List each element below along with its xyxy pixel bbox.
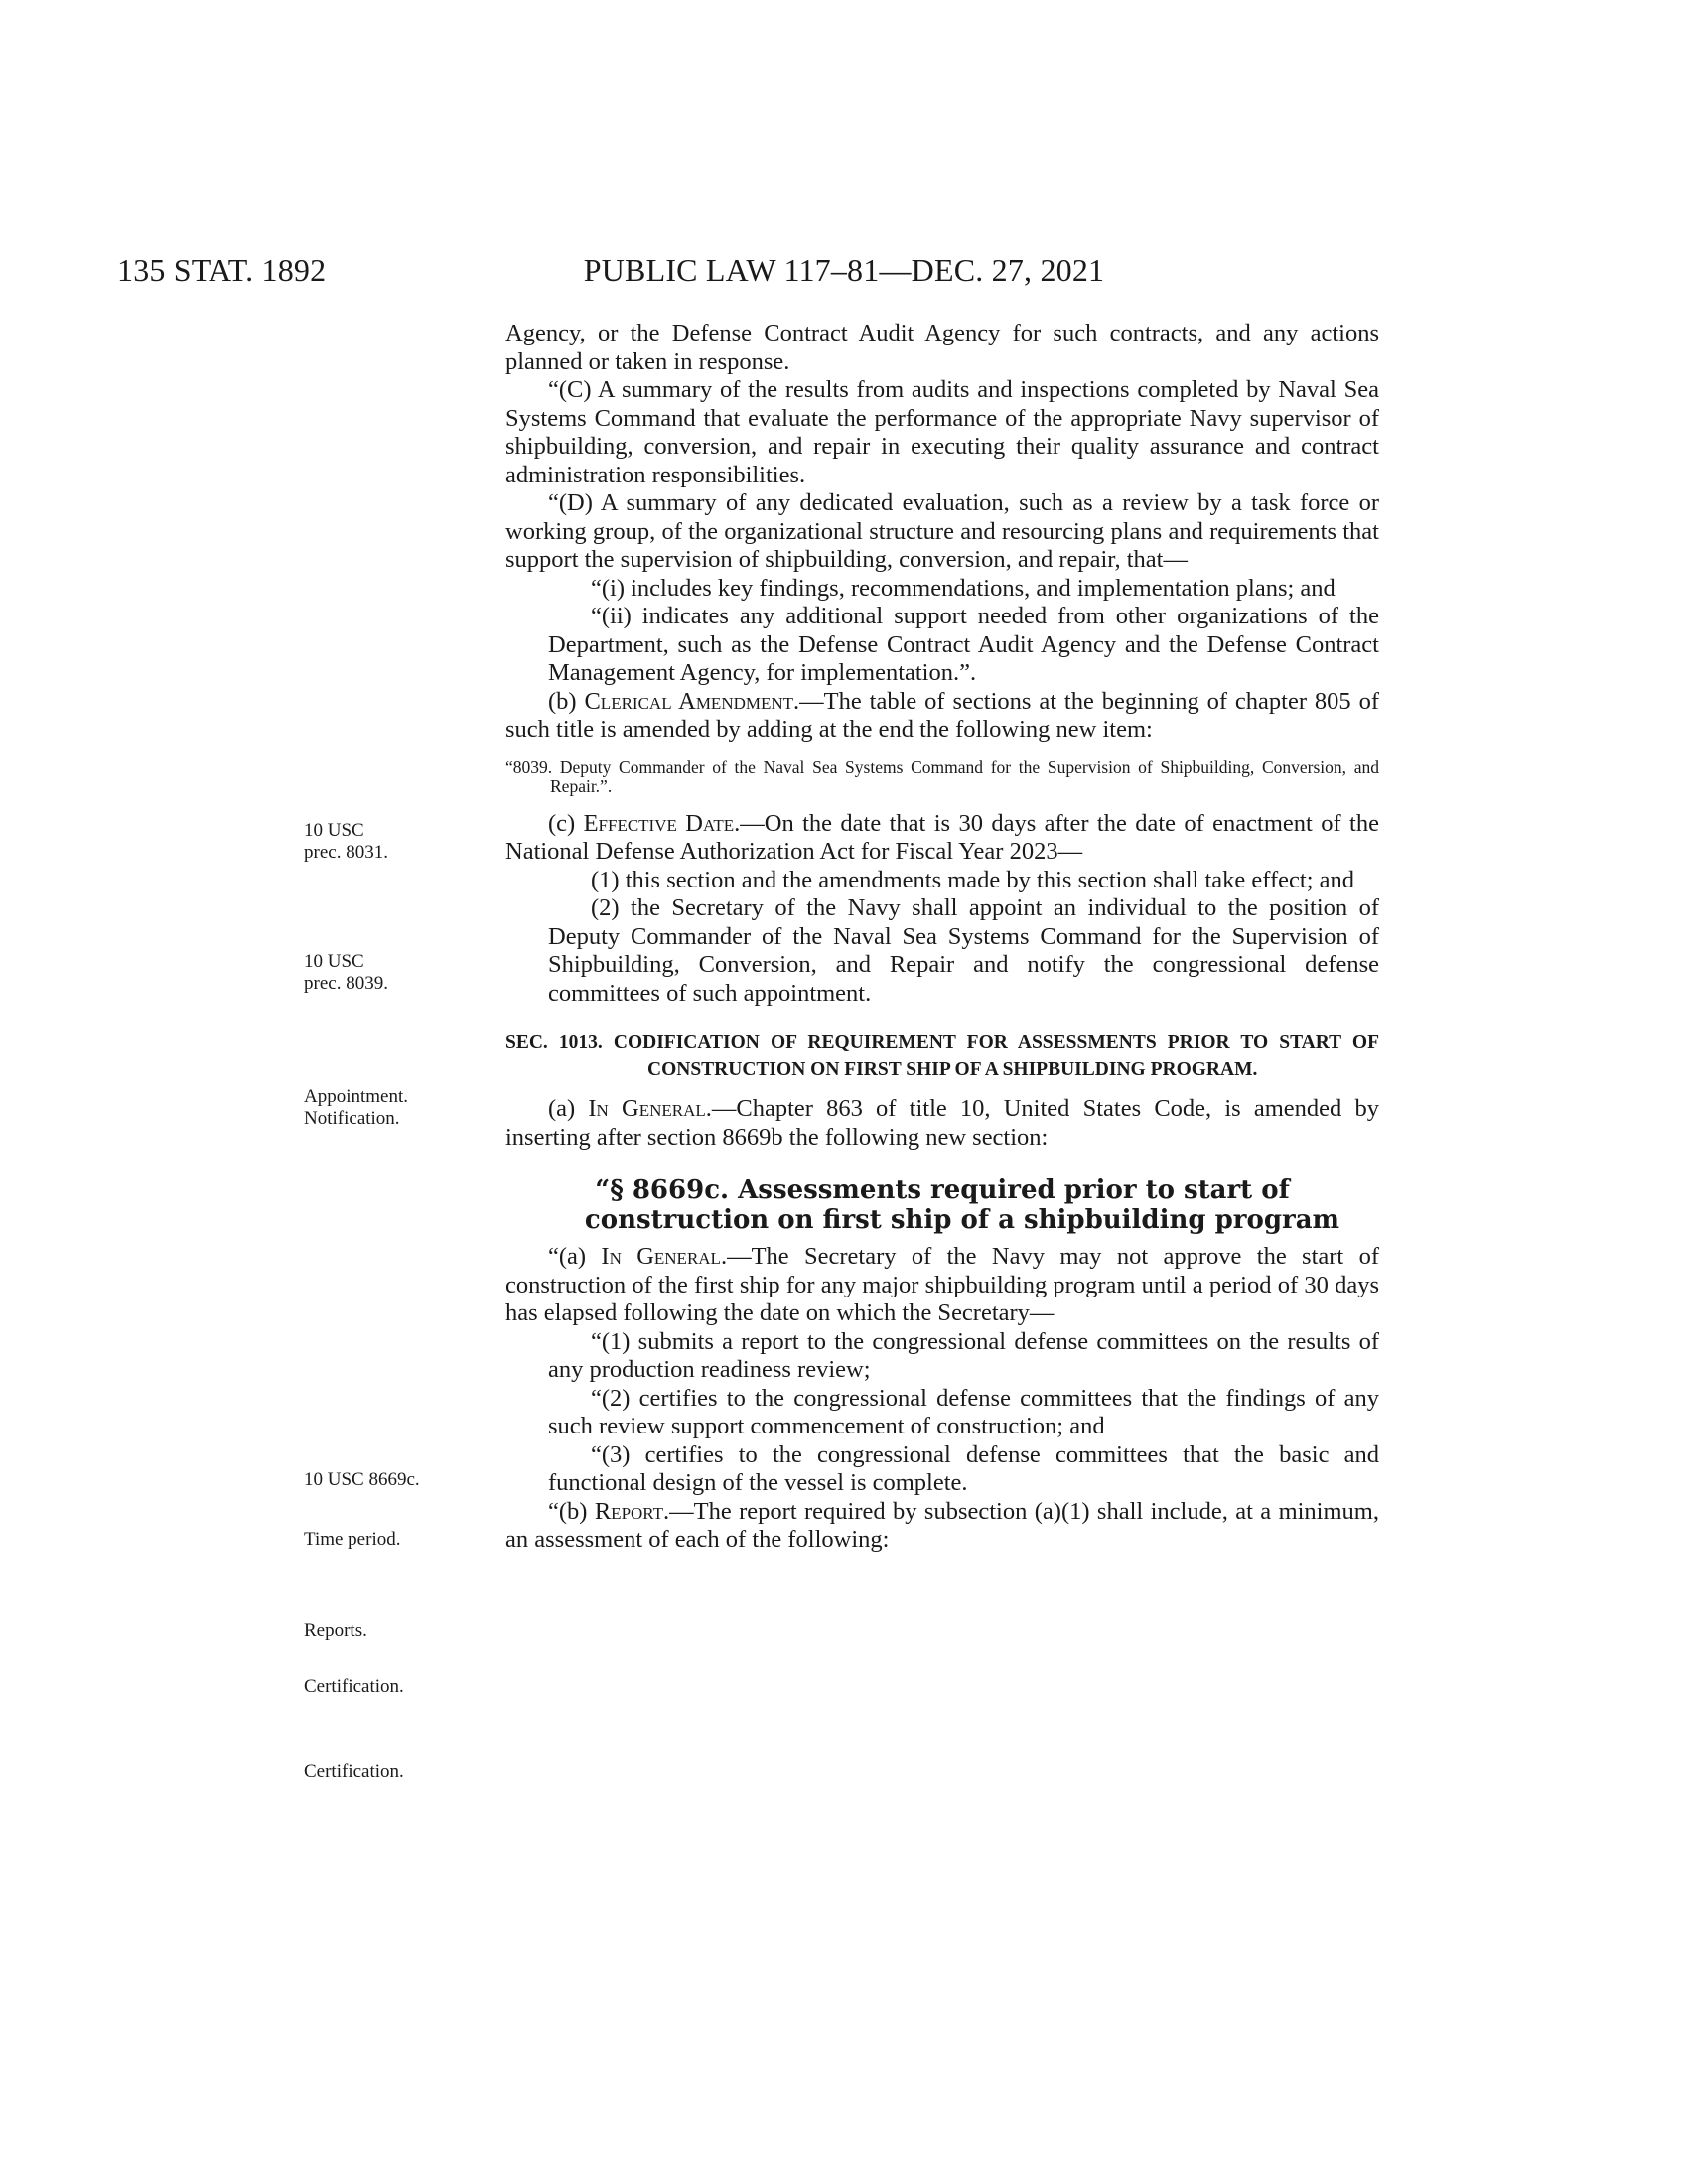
paragraph-c-1: (1) this section and the amendments made by this section shall take effect; and <box>591 866 1355 893</box>
table-of-sections-item: “8039. Deputy Commander of the Naval Sea Systems Command for the Supervision of Shipbuilding, Conversion, and Repair.”. <box>505 756 1379 796</box>
code-subsection-b-heading: Report <box>594 1497 664 1525</box>
subsection-a-heading: In General <box>588 1095 706 1122</box>
code-paragraph-3: “(3) certifies to the congressional defense committees that the basic and functional design of the vessel is complete. <box>548 1440 1379 1496</box>
subsection-b: (b) Clerical Amendment.—The table of sections at the beginning of chapter 805 of such title is amended by adding at the end the following new item: <box>505 687 1379 743</box>
margin-note-reports: Reports. <box>304 1620 367 1641</box>
code-paragraph-1: “(1) submits a report to the congressional defense committees on the results of any production readiness review; <box>548 1327 1379 1383</box>
page-reference: 135 STAT. 1892 <box>117 252 327 288</box>
margin-note-time-period: Time period. <box>304 1529 401 1550</box>
margin-note-10usc-prec-8039: 10 USC prec. 8039. <box>304 951 388 994</box>
margin-note-appointment: Appointment. Notification. <box>304 1086 409 1129</box>
paragraph-c-2: (2) the Secretary of the Navy shall appoint an individual to the position of Deputy Commander of the Naval Sea Systems Command for the Supervision of Shipbuilding, Conversion, and Repair and notify the congressional defense committees of such appointment. <box>548 894 1379 1007</box>
clause-i: “(i) includes key findings, recommendations, and implementation plans; and <box>591 574 1336 602</box>
code-subsection-a: “(a) In General.—The Secretary of the Navy may not approve the start of construction of the first ship for any major shipbuilding program until a period of 30 days has elapsed following the date on which the Secretary— <box>505 1243 1379 1326</box>
body-text <box>505 320 1379 1555</box>
subsection-c-heading: Effective Date <box>583 809 735 837</box>
paragraph-continuation: Agency, or the Defense Contract Audit Agency for such contracts, and any actions planned or taken in response. <box>505 320 1379 375</box>
page-title: PUBLIC LAW 117–81—DEC. 27, 2021 <box>583 252 1105 288</box>
clause-ii: “(ii) indicates any additional support needed from other organizations of the Department, such as the Defense Contract Audit Agency and the Defense Contract Management Agency, for implementation.”. <box>548 603 1379 686</box>
code-paragraph-2: “(2) certifies to the congressional defense committees that the findings of any such review support commencement of construction; and <box>548 1384 1379 1439</box>
margin-note-certification-1: Certification. <box>304 1676 404 1697</box>
paragraph-c: “(C) A summary of the results from audits and inspections completed by Naval Sea Systems Command that evaluate the performance of the appropriate Navy supervisor of shipbuilding, conversion, and repair in executing their quality assurance and contract administration responsibilities. <box>505 376 1379 488</box>
paragraph-d: “(D) A summary of any dedicated evaluation, such as a review by a task force or working group, of the organizational structure and resourcing plans and requirements that support the supervision of shipbuilding, conversion, and repair, that— <box>505 489 1379 573</box>
section-heading: SEC. 1013. CODIFICATION OF REQUIREMENT FOR ASSESSMENTS PRIOR TO START OF CONSTRUCTION ON FIRST SHIP OF A SHIPBUILDING PROGRAM. <box>505 1032 1379 1080</box>
subsection-c: (c) Effective Date.—On the date that is 30 days after the date of enactment of the National Defense Authorization Act for Fiscal Year 2023— <box>505 809 1379 865</box>
code-section-heading: “§ 8669c. Assessments required prior to start of construction on first ship of a shipbuilding program <box>584 1175 1340 1235</box>
code-subsection-a-heading: In General <box>601 1243 721 1270</box>
subsection-a: (a) In General.—Chapter 863 of title 10, United States Code, is amended by inserting after section 8669b the following new section: <box>505 1095 1379 1151</box>
code-subsection-b: “(b) Report.—The report required by subsection (a)(1) shall include, at a minimum, an assessment of each of the following: <box>505 1497 1379 1553</box>
margin-note-10usc-prec-8031: 10 USC prec. 8031. <box>304 820 388 863</box>
margin-note-certification-2: Certification. <box>304 1761 404 1782</box>
margin-note-10usc-8669c: 10 USC 8669c. <box>304 1469 420 1490</box>
subsection-b-heading: Clerical Amendment <box>584 687 794 715</box>
